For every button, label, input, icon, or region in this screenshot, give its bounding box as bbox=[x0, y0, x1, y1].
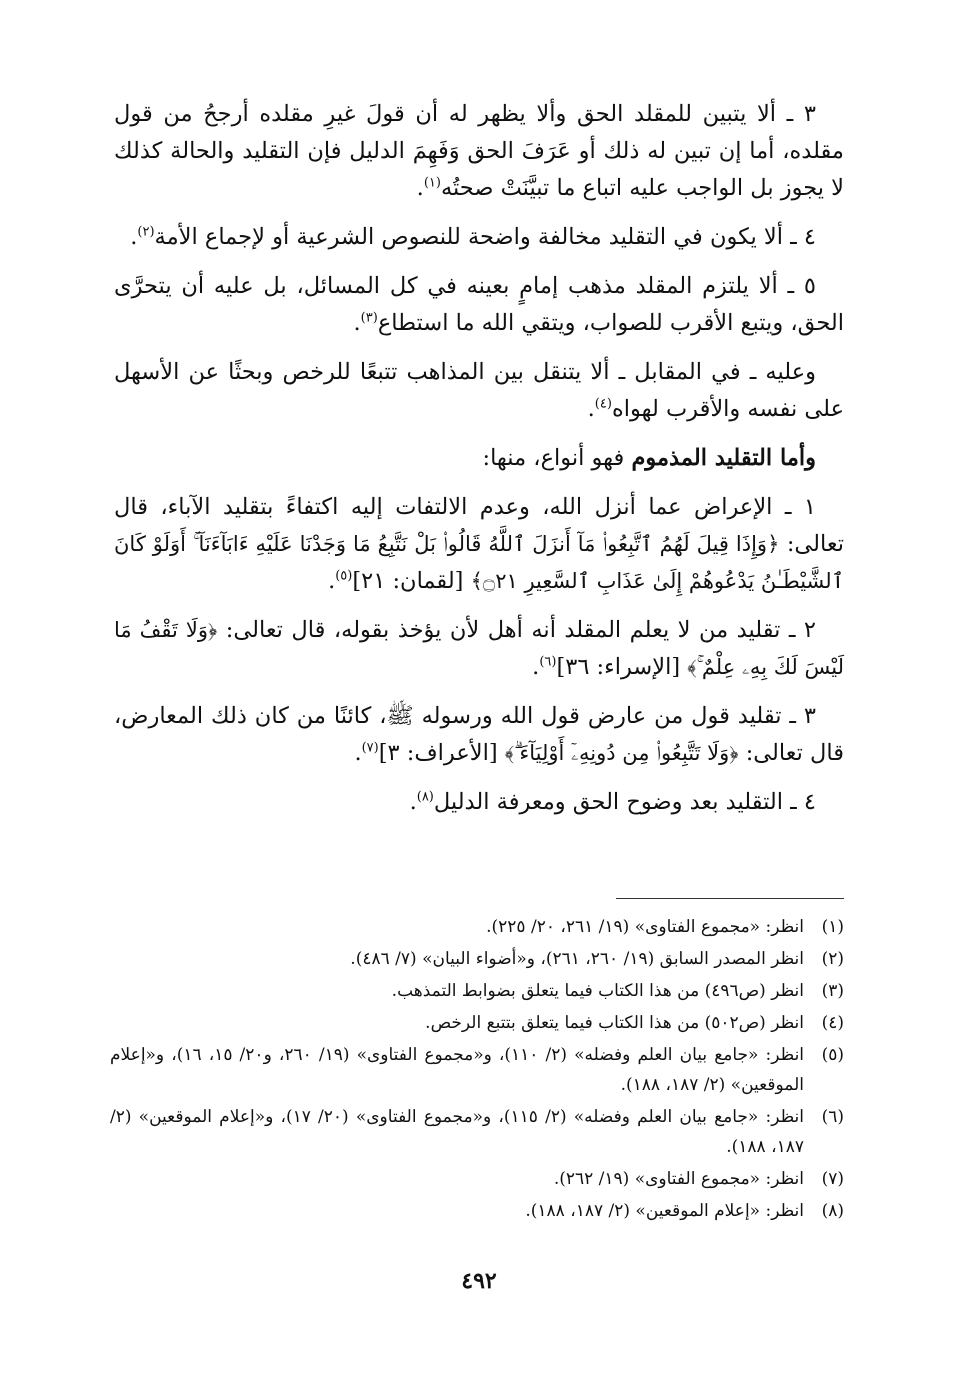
footnote-ref-1[interactable]: (١) bbox=[423, 175, 441, 191]
footnote-text: انظر (ص٤٩٦) من هذا الكتاب فيما يتعلق بضوابط التمذهب. bbox=[391, 981, 804, 1001]
paragraph-text: ٣ ـ تقليد قول من عارض قول الله ورسوله ﷺ، كائنًا من كان ذلك المعارض، قال تعالى: bbox=[114, 703, 844, 766]
footnote-number: (٨) bbox=[821, 1201, 844, 1221]
footnote-divider bbox=[616, 898, 844, 899]
paragraph-condition-5 bbox=[114, 268, 844, 342]
footnote-ref-3[interactable]: (٣) bbox=[360, 310, 378, 326]
paragraph-text: ٢ ـ تقليد من لا يعلم المقلد أنه أهل لأن يؤخذ بقوله، قال تعالى: bbox=[217, 617, 817, 643]
paragraph-text: ٥ ـ ألا يلتزم المقلد مذهب إمامٍ بعينه في كل المسائل، بل عليه أن يتحرَّى الحق، ويتبع الأقرب للصواب، ويتقي الله ما استطاع bbox=[114, 273, 844, 336]
footnote-text: انظر: «جامع بيان العلم وفضله» (٢/ ١١٠)، و«مجموع الفتاوى» (١٩/ ٢٦٠، و٢٠/ ١٥، ١٦)، و«إعلام الموقعين» (٢/ ١٨٧، ١٨٨). bbox=[110, 1045, 805, 1095]
paragraph-condition-3 bbox=[114, 96, 844, 207]
quran-verse: ﴿وَإِذَا قِيلَ لَهُمُ ٱتَّبِعُوا۟ مَآ أَنزَلَ ٱللَّهُ قَالُوا۟ بَلْ نَتَّبِعُ مَا وَجَدْنَا عَلَيْهِ ءَابَآءَنَآ ۚ أَوَلَوْ كَانَ ٱلشَّيْطَـٰنُ يَدْعُوهُمْ إِلَىٰ عَذَابِ ٱلسَّعِيرِ ۝٢١﴾ bbox=[114, 532, 844, 593]
paragraph-type-1 bbox=[114, 489, 844, 600]
period: . bbox=[353, 310, 361, 336]
footnote-number: (٦) bbox=[821, 1107, 844, 1127]
footnote-3 bbox=[110, 976, 844, 1006]
footnote-ref-2[interactable]: (٢) bbox=[137, 224, 155, 240]
footnote-ref-6[interactable]: (٦) bbox=[539, 654, 557, 670]
footnote-number: (٢) bbox=[821, 949, 844, 969]
paragraph-blameworthy-heading bbox=[114, 440, 844, 477]
footnote-5 bbox=[110, 1040, 844, 1100]
footnote-text: انظر (ص٥٠٢) من هذا الكتاب فيما يتعلق بتتبع الرخص. bbox=[425, 1013, 804, 1033]
paragraph-type-3 bbox=[114, 698, 844, 772]
quran-verse: ﴿وَلَا تَتَّبِعُوا۟ مِن دُونِهِۦٓ أَوْلِيَآءَ ۗ﴾ bbox=[504, 741, 739, 765]
bold-lead: وأما التقليد المذموم bbox=[631, 445, 816, 471]
verse-reference: [الأعراف: ٣] bbox=[378, 740, 505, 766]
page-number: ٤٩٢ bbox=[461, 1268, 497, 1294]
footnote-ref-7[interactable]: (٧) bbox=[361, 740, 379, 756]
verse-reference: [لقمان: ٢١] bbox=[352, 568, 471, 594]
footnote-7 bbox=[110, 1164, 844, 1194]
footnote-1 bbox=[110, 912, 844, 942]
verse-reference: [الإسراء: ٣٦] bbox=[556, 654, 688, 680]
paragraph-type-4 bbox=[114, 784, 844, 821]
footnote-text: انظر: «مجموع الفتاوى» (١٩/ ٢٦١، ٢٠/ ٢٢٥). bbox=[486, 917, 804, 937]
footnote-text: انظر: «جامع بيان العلم وفضله» (٢/ ١١٥)، و«مجموع الفتاوى» (٢٠/ ١٧)، و«إعلام الموقعين» (٢/ ١٨٧، ١٨٨). bbox=[110, 1107, 804, 1157]
footnote-number: (٤) bbox=[821, 1013, 844, 1033]
paragraph-accordingly bbox=[114, 354, 844, 428]
paragraph-text: ٤ ـ ألا يكون في التقليد مخالفة واضحة للنصوص الشرعية أو لإجماع الأمة bbox=[154, 224, 816, 250]
paragraph-text: ١ ـ الإعراض عما أنزل الله، وعدم الالتفات إليه اكتفاءً بتقليد الآباء، قال تعالى: bbox=[114, 494, 844, 557]
footnote-ref-4[interactable]: (٤) bbox=[594, 396, 612, 412]
period: . bbox=[130, 224, 138, 250]
paragraph-text: وعليه ـ في المقابل ـ ألا يتنقل بين المذاهب تتبعًا للرخص وبحثًا عن الأسهل على نفسه والأقرب لهواه bbox=[114, 359, 844, 422]
footnote-number: (٣) bbox=[821, 981, 844, 1001]
footnote-number: (٥) bbox=[821, 1045, 844, 1065]
period: . bbox=[409, 789, 417, 815]
footnote-text: انظر المصدر السابق (١٩/ ٢٦٠، ٢٦١)، و«أضواء البيان» (٧/ ٤٨٦). bbox=[350, 949, 804, 969]
main-text bbox=[114, 96, 844, 833]
footnote-ref-8[interactable]: (٨) bbox=[416, 789, 434, 805]
footnotes bbox=[110, 912, 844, 1228]
paragraph-text: فهو أنواع، منها: bbox=[482, 445, 632, 471]
footnote-6 bbox=[110, 1102, 844, 1162]
period: . bbox=[416, 175, 424, 201]
paragraph-text: ٤ ـ التقليد بعد وضوح الحق ومعرفة الدليل bbox=[433, 789, 816, 815]
period: . bbox=[587, 396, 595, 422]
footnote-text: انظر: «مجموع الفتاوى» (١٩/ ٢٦٢). bbox=[553, 1169, 804, 1189]
period: . bbox=[328, 568, 336, 594]
footnote-4 bbox=[110, 1008, 844, 1038]
paragraph-condition-4 bbox=[114, 219, 844, 256]
paragraph-type-2 bbox=[114, 612, 844, 686]
footnote-ref-5[interactable]: (٥) bbox=[335, 568, 353, 584]
footnote-8 bbox=[110, 1196, 844, 1226]
paragraph-text: ٣ ـ ألا يتبين للمقلد الحق وألا يظهر له أن قولَ غيرِ مقلده أرجحُ من قول مقلده، أما إن تبين له ذلك أو عَرَفَ الحق وَفَهِمَ الدليل فإن التقليد والحالة كذلك لا يجوز بل الواجب عليه اتباع ما تبيَّنَتْ صحتُه bbox=[114, 101, 844, 201]
period: . bbox=[532, 654, 540, 680]
quran-verse: ﴿وَلَا تَقْفُ مَا لَيْسَ لَكَ بِهِۦ عِلْمٌ ۚ﴾ bbox=[114, 618, 844, 679]
footnote-number: (١) bbox=[821, 917, 844, 937]
footnote-text: انظر: «إعلام الموقعين» (٢/ ١٨٧، ١٨٨). bbox=[525, 1201, 804, 1221]
footnote-number: (٧) bbox=[821, 1169, 844, 1189]
period: . bbox=[354, 740, 362, 766]
footnote-2 bbox=[110, 944, 844, 974]
